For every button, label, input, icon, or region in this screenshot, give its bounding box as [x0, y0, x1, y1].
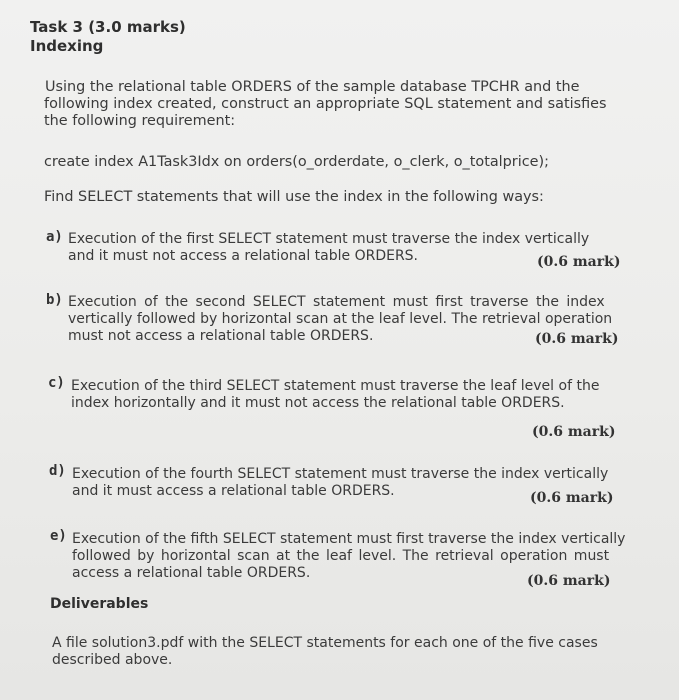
item-a-mark: (0.6 mark)	[537, 254, 621, 270]
intro-line-2: following index created, construct an appropriate SQL statement and satisfies	[44, 96, 607, 112]
intro-line-1: Using the relational table ORDERS of the sample database TPCHR and the	[45, 79, 580, 95]
item-d-mark: (0.6 mark)	[530, 490, 614, 506]
index-statement: create index A1Task3Idx on orders(o_orderdate, o_clerk, o_totalprice);	[44, 154, 549, 170]
item-b-letter: b)	[46, 292, 63, 308]
item-e-letter: e)	[50, 528, 67, 544]
item-e-line-3: access a relational table ORDERS.	[72, 565, 311, 581]
item-b-line-3: must not access a relational table ORDERS.	[68, 328, 374, 344]
intro-line-3: the following requirement:	[44, 113, 236, 129]
item-a-line-1: Execution of the first SELECT statement must traverse the index vertically	[68, 231, 590, 247]
task-subtitle: Indexing	[30, 37, 104, 55]
item-c-mark: (0.6 mark)	[532, 424, 616, 440]
deliverables-heading: Deliverables	[50, 596, 149, 612]
task-title: Task 3 (3.0 marks)	[30, 18, 186, 36]
item-a-line-2: and it must not access a relational table ORDERS.	[68, 248, 419, 264]
item-b-line-1: Execution of the second SELECT statement must first traverse the index	[68, 294, 605, 310]
deliverables-line-1: A file solution3.pdf with the SELECT statements for each one of the five cases	[52, 635, 598, 651]
deliverables-line-2: described above.	[52, 652, 173, 668]
item-d-line-2: and it must access a relational table ORDERS.	[72, 483, 395, 499]
item-a-letter: a)	[46, 229, 63, 245]
item-d-letter: d)	[49, 463, 66, 479]
item-c-line-2: index horizontally and it must not access the relational table ORDERS.	[71, 395, 565, 411]
instruction: Find SELECT statements that will use the index in the following ways:	[44, 189, 544, 205]
item-e-mark: (0.6 mark)	[527, 573, 611, 589]
item-d-line-1: Execution of the fourth SELECT statement must traverse the index vertically	[72, 466, 609, 482]
item-b-line-2: vertically followed by horizontal scan at the leaf level. The retrieval operation	[68, 311, 613, 327]
item-e-line-2: followed by horizontal scan at the leaf level. The retrieval operation must	[72, 548, 610, 564]
item-e-line-1: Execution of the fifth SELECT statement must first traverse the index vertically	[72, 531, 626, 547]
item-c-letter: c)	[48, 375, 65, 391]
item-c-line-1: Execution of the third SELECT statement must traverse the leaf level of the	[71, 378, 600, 394]
item-b-mark: (0.6 mark)	[535, 331, 619, 347]
